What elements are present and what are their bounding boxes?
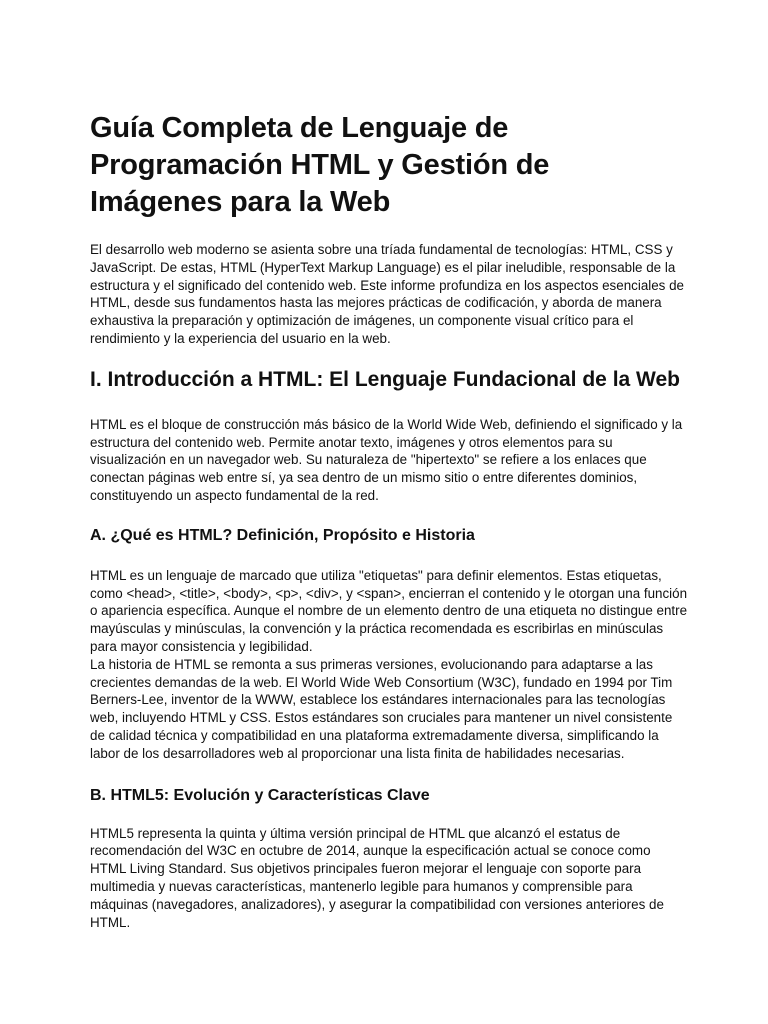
section-1-heading: I. Introducción a HTML: El Lenguaje Fundacional de la Web [90,367,680,391]
subsection-b-paragraph: HTML5 representa la quinta y última versión principal de HTML que alcanzó el estatus de recomendación del W3C en octubre de 2014, aunque la especificación actual se conoce como HTML Living Standard. Sus objetivos principales fueron mejorar el lenguaje con soporte para multimedia y nuevas características, mantenerlo legible para humanos y comprensible para máquinas (navegadores, analizadores), y asegurar la compatibilidad con versiones anteriores de HTML. [90,825,664,930]
section-1-paragraph: HTML es el bloque de construcción más básico de la World Wide Web, definiendo el significado y la estructura del contenido web. Permite anotar texto, imágenes y otros elementos para su visualización en un navegador web. Su naturaleza de "hipertexto" se refiere a los enlaces que conectan páginas web entre sí, ya sea dentro de un mismo sitio o entre diferentes dominios, constituyendo un aspecto fundamental de la red. [90,416,683,503]
subsection-a-paragraph-1: HTML es un lenguaje de marcado que utiliza "etiquetas" para definir elementos. Estas etiquetas, como <head>, <title>, <body>, <p>, <div>, y <span>, encierran el contenido y le otorgan una función o apariencia específica. Aunque el nombre de un elemento dentro de una etiqueta no distingue entre mayúsculas y minúsculas, la convención y la práctica recomendada es escribirlas en minúsculas para mayor consistencia y legibilidad. [90,567,688,654]
subsection-a-paragraph-2: La historia de HTML se remonta a sus primeras versiones, evolucionando para adaptarse a las crecientes demandas de la web. El World Wide Web Consortium (W3C), fundado en 1994 por Tim Berners-Lee, inventor de la WWW, establece los estándares internacionales para las tecnologías web, incluyendo HTML y CSS. Estos estándares son cruciales para mantener un nivel consistente de calidad técnica y compatibilidad en una plataforma extremadamente diversa, simplificando la labor de los desarrolladores web al proporcionar una lista finita de habilidades necesarias. [90,656,673,761]
subsection-a-heading: A. ¿Qué es HTML? Definición, Propósito e Historia [90,526,475,544]
intro-paragraph: El desarrollo web moderno se asienta sobre una tríada fundamental de tecnologías: HTML, CSS y JavaScript. De estas, HTML (HyperText Markup Language) es el pilar ineludible, responsable de la estructura y el significado del contenido web. Este informe profundiza en los aspectos esenciales de HTML, desde sus fundamentos hasta las mejores prácticas de codificación, y aborda de manera exhaustiva la preparación y optimización de imágenes, un componente visual crítico para el rendimiento y la experiencia del usuario en la web. [90,242,684,346]
document-title: Guía Completa de Lenguaje de Programación HTML y Gestión de Imágenes para la Web [90,112,550,218]
subsection-b-heading: B. HTML5: Evolución y Características Clave [90,786,430,804]
